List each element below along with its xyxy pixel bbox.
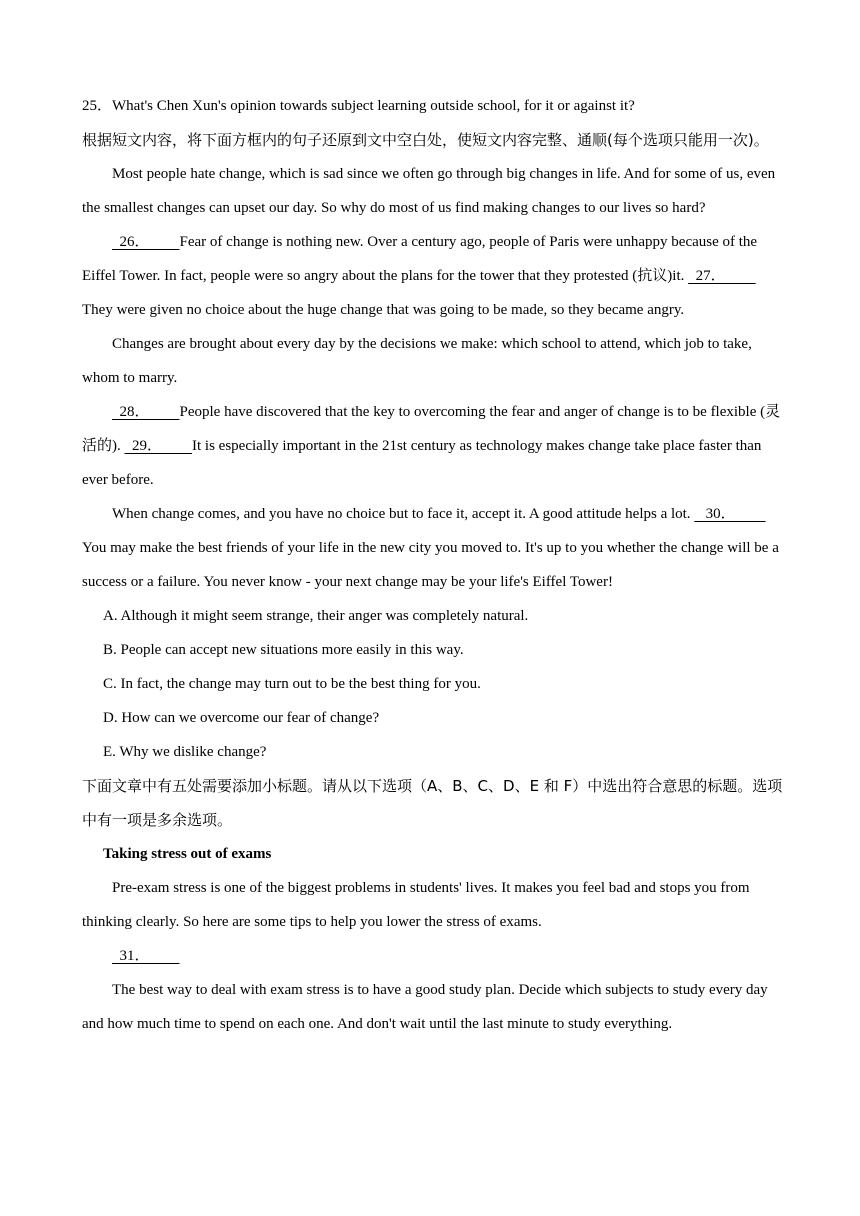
instruction-cloze: 根据短文内容，将下面方框内的句子还原到文中空白处，使短文内容完整、通顺(每个选项只能用一次)。: [82, 131, 769, 149]
paragraph-2: [82, 225, 786, 327]
option-a: A. Although it might seem strange, their anger was completely natural.: [103, 608, 529, 624]
passage-title: Taking stress out of exams: [103, 846, 272, 862]
question-25: 25．What's Chen Xun's opinion towards subject learning outside school, for it or against it?: [82, 98, 635, 114]
blank-26[interactable]: 26．: [112, 234, 180, 250]
option-e: E. Why we dislike change?: [103, 744, 267, 760]
paragraph-6: Pre-exam stress is one of the biggest problems in students' lives. It makes you feel bad and stops you from thinking clearly. So here are some tips to help you lower the stress of exams.: [82, 880, 750, 930]
paragraph-5-text-a: When change comes, and you have no choice but to face it, accept it. A good attitude helps a lot.: [112, 506, 695, 522]
blank-30[interactable]: 30．: [694, 506, 766, 522]
blank-28[interactable]: 28．: [112, 404, 180, 420]
paragraph-3: Changes are brought about every day by the decisions we make: which school to attend, which job to take, whom to marry.: [82, 336, 752, 386]
paragraph-5: [82, 497, 786, 599]
paragraph-2-text-a: Fear of change is nothing new. Over a century ago, people of Paris were unhappy because of the Eiffel Tower. In fact, people were so angry about the plans for the tower that they protested (抗议)it.: [82, 234, 758, 284]
paragraph-2-text-b: They were given no choice about the huge change that was going to be made, so they became angry.: [82, 302, 685, 318]
paragraph-4-text-b: It is especially important in the 21st century as technology makes change take place faster than ever before.: [82, 438, 762, 488]
paragraph-5-text-b: You may make the best friends of your life in the new city you moved to. It's up to you whether the change will be a success or a failure. You never know - your next change may be your life's Eiffel Tower!: [82, 540, 779, 590]
blank-29[interactable]: 29．: [124, 438, 193, 454]
blank-31[interactable]: 31．: [112, 948, 180, 964]
instruction-headings: 下面文章中有五处需要添加小标题。请从以下选项（A、B、C、D、E 和 F）中选出符合意思的标题。选项中有一项是多余选项。: [82, 777, 783, 829]
option-d: D. How can we overcome our fear of change?: [103, 710, 380, 726]
option-b: B. People can accept new situations more easily in this way.: [103, 642, 464, 658]
blank-27[interactable]: 27．: [688, 268, 756, 284]
paragraph-4-text-a: People have discovered that the key to overcoming the fear and anger of change is to be flexible (灵活的).: [82, 404, 781, 454]
paragraph-1: Most people hate change, which is sad since we often go through big changes in life. And for some of us, even the smallest changes can upset our day. So why do most of us find making changes to our lives so hard?: [82, 166, 776, 216]
option-c: C. In fact, the change may turn out to be the best thing for you.: [103, 676, 481, 692]
paragraph-7: The best way to deal with exam stress is to have a good study plan. Decide which subjects to study every day and how much time to spend on each one. And don't wait until the last minute to study everything.: [82, 982, 768, 1032]
paragraph-7-heading: [82, 939, 786, 973]
paragraph-4: [82, 395, 786, 497]
document-page: [82, 89, 786, 1041]
